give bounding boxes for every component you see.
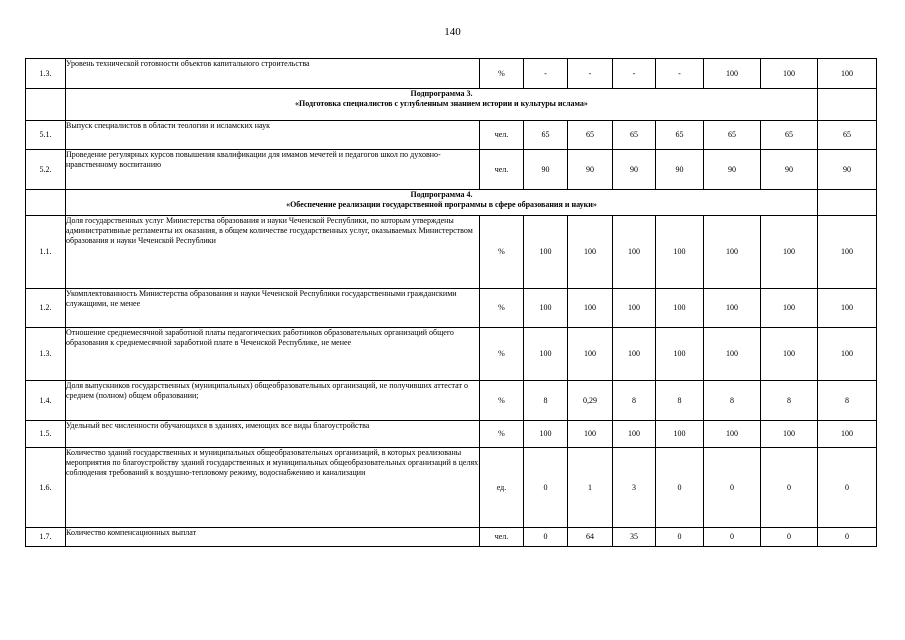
indicator-name: Удельный вес численности обучающихся в зданиях, имеющих все виды благоустройства bbox=[66, 421, 480, 448]
value-cell: 65 bbox=[761, 121, 818, 150]
value-cell: 100 bbox=[818, 328, 877, 381]
value-cell: 90 bbox=[568, 150, 613, 190]
subprogram-subtitle: «Обеспечение реализации государственной программы в сфере образования и науки» bbox=[286, 200, 597, 209]
value-cell: 0 bbox=[704, 528, 761, 547]
unit-cell: % bbox=[480, 216, 524, 289]
value-cell: 0 bbox=[656, 448, 704, 528]
value-cell: 100 bbox=[613, 328, 656, 381]
indicator-name: Количество зданий государственных и муниципальных общеобразовательных организаций, в которых реализованы мероприятия по благоустройству зданий государственных и муниципальных общеобразовательных организаций в целях соблюдения требований к воздушно-тепловому режиму, водоснабжению и канализации bbox=[66, 448, 480, 528]
value-cell: 65 bbox=[656, 121, 704, 150]
value-cell: 100 bbox=[704, 421, 761, 448]
value-cell: 100 bbox=[761, 59, 818, 89]
value-cell: 8 bbox=[524, 381, 568, 421]
table-row bbox=[26, 150, 877, 190]
value-cell: 90 bbox=[656, 150, 704, 190]
value-cell: 100 bbox=[761, 289, 818, 328]
table-row bbox=[26, 121, 877, 150]
indicator-name: Выпуск специалистов в области теологии и исламских наук bbox=[66, 121, 480, 150]
value-cell: 64 bbox=[568, 528, 613, 547]
value-cell: 100 bbox=[818, 216, 877, 289]
value-cell: 100 bbox=[524, 216, 568, 289]
value-cell: 90 bbox=[524, 150, 568, 190]
unit-cell: чел. bbox=[480, 150, 524, 190]
row-number: 1.5. bbox=[26, 421, 66, 448]
table-row bbox=[26, 448, 877, 528]
unit-cell: чел. bbox=[480, 528, 524, 547]
value-cell: 100 bbox=[656, 328, 704, 381]
row-number: 1.1. bbox=[26, 216, 66, 289]
row-number: 1.6. bbox=[26, 448, 66, 528]
empty-cell bbox=[26, 89, 66, 121]
value-cell: - bbox=[613, 59, 656, 89]
indicators-table bbox=[25, 58, 877, 547]
value-cell: - bbox=[568, 59, 613, 89]
value-cell: 100 bbox=[818, 421, 877, 448]
value-cell: 0,29 bbox=[568, 381, 613, 421]
value-cell: 65 bbox=[568, 121, 613, 150]
value-cell: 100 bbox=[704, 216, 761, 289]
value-cell: 65 bbox=[613, 121, 656, 150]
row-number: 5.1. bbox=[26, 121, 66, 150]
empty-cell bbox=[818, 190, 877, 216]
subprogram-heading bbox=[66, 89, 818, 121]
indicator-name: Уровень технической готовности объектов капитального строительства bbox=[66, 59, 480, 89]
value-cell: 100 bbox=[524, 328, 568, 381]
value-cell: 8 bbox=[818, 381, 877, 421]
value-cell: 100 bbox=[761, 328, 818, 381]
unit-cell: % bbox=[480, 381, 524, 421]
unit-cell: % bbox=[480, 59, 524, 89]
value-cell: 3 bbox=[613, 448, 656, 528]
subprogram-subtitle: «Подготовка специалистов с углубленным знанием истории и культуры ислама» bbox=[295, 99, 588, 108]
value-cell: 1 bbox=[568, 448, 613, 528]
value-cell: 100 bbox=[704, 328, 761, 381]
value-cell: 8 bbox=[761, 381, 818, 421]
value-cell: 100 bbox=[761, 421, 818, 448]
value-cell: 100 bbox=[656, 216, 704, 289]
value-cell: 0 bbox=[524, 448, 568, 528]
value-cell: 100 bbox=[524, 421, 568, 448]
subprogram-header-row bbox=[26, 190, 877, 216]
value-cell: 8 bbox=[656, 381, 704, 421]
indicator-name: Доля государственных услуг Министерства образования и науки Чеченской Республики, по которым утверждены административные регламенты их оказания, в общем количестве государственных услуг, оказываемых Министерством образования и науки Чеченской Республики bbox=[66, 216, 480, 289]
value-cell: 100 bbox=[818, 59, 877, 89]
row-number: 1.2. bbox=[26, 289, 66, 328]
row-number: 5.2. bbox=[26, 150, 66, 190]
value-cell: 0 bbox=[656, 528, 704, 547]
indicator-name: Количество компенсационных выплат bbox=[66, 528, 480, 547]
value-cell: 100 bbox=[613, 421, 656, 448]
table-row bbox=[26, 421, 877, 448]
unit-cell: чел. bbox=[480, 121, 524, 150]
value-cell: 100 bbox=[818, 289, 877, 328]
value-cell: 65 bbox=[704, 121, 761, 150]
value-cell: 90 bbox=[818, 150, 877, 190]
value-cell: 100 bbox=[568, 216, 613, 289]
indicator-name: Укомплектованность Министерства образования и науки Чеченской Республики государственными гражданскими служащими, не менее bbox=[66, 289, 480, 328]
value-cell: 0 bbox=[761, 528, 818, 547]
value-cell: 100 bbox=[704, 289, 761, 328]
empty-cell bbox=[26, 190, 66, 216]
table-row bbox=[26, 59, 877, 89]
table-row bbox=[26, 216, 877, 289]
table-row bbox=[26, 289, 877, 328]
value-cell: 0 bbox=[818, 528, 877, 547]
value-cell: 65 bbox=[524, 121, 568, 150]
row-number: 1.3. bbox=[26, 328, 66, 381]
value-cell: 100 bbox=[568, 328, 613, 381]
indicator-name: Доля выпускников государственных (муниципальных) общеобразовательных организаций, не получивших аттестат о среднем (полном) общем образовании; bbox=[66, 381, 480, 421]
indicator-name: Отношение среднемесячной заработной платы педагогических работников образовательных организаций общего образования к среднемесячной заработной плате в Чеченской Республике, не менее bbox=[66, 328, 480, 381]
value-cell: 8 bbox=[613, 381, 656, 421]
value-cell: - bbox=[524, 59, 568, 89]
value-cell: 100 bbox=[656, 289, 704, 328]
subprogram-title: Подпрограмма 3. bbox=[410, 89, 473, 98]
empty-cell bbox=[818, 89, 877, 121]
value-cell: 100 bbox=[704, 59, 761, 89]
value-cell: 8 bbox=[704, 381, 761, 421]
value-cell: - bbox=[656, 59, 704, 89]
value-cell: 90 bbox=[613, 150, 656, 190]
unit-cell: % bbox=[480, 421, 524, 448]
value-cell: 100 bbox=[613, 289, 656, 328]
value-cell: 90 bbox=[761, 150, 818, 190]
value-cell: 100 bbox=[524, 289, 568, 328]
unit-cell: % bbox=[480, 289, 524, 328]
row-number: 1.4. bbox=[26, 381, 66, 421]
row-number: 1.7. bbox=[26, 528, 66, 547]
value-cell: 100 bbox=[568, 289, 613, 328]
unit-cell: % bbox=[480, 328, 524, 381]
table-row bbox=[26, 328, 877, 381]
value-cell: 100 bbox=[761, 216, 818, 289]
value-cell: 0 bbox=[818, 448, 877, 528]
value-cell: 65 bbox=[818, 121, 877, 150]
row-number: 1.3. bbox=[26, 59, 66, 89]
value-cell: 100 bbox=[656, 421, 704, 448]
unit-cell: ед. bbox=[480, 448, 524, 528]
subprogram-header-row bbox=[26, 89, 877, 121]
subprogram-heading bbox=[66, 190, 818, 216]
value-cell: 0 bbox=[704, 448, 761, 528]
page-number: 140 bbox=[444, 26, 461, 38]
indicator-name: Проведение регулярных курсов повышения квалификации для имамов мечетей и педагогов школ по духовно-нравственному воспитанию bbox=[66, 150, 480, 190]
value-cell: 100 bbox=[613, 216, 656, 289]
value-cell: 90 bbox=[704, 150, 761, 190]
subprogram-title: Подпрограмма 4. bbox=[410, 190, 473, 199]
value-cell: 0 bbox=[524, 528, 568, 547]
value-cell: 100 bbox=[568, 421, 613, 448]
table-row bbox=[26, 528, 877, 547]
value-cell: 35 bbox=[613, 528, 656, 547]
table-row bbox=[26, 381, 877, 421]
value-cell: 0 bbox=[761, 448, 818, 528]
